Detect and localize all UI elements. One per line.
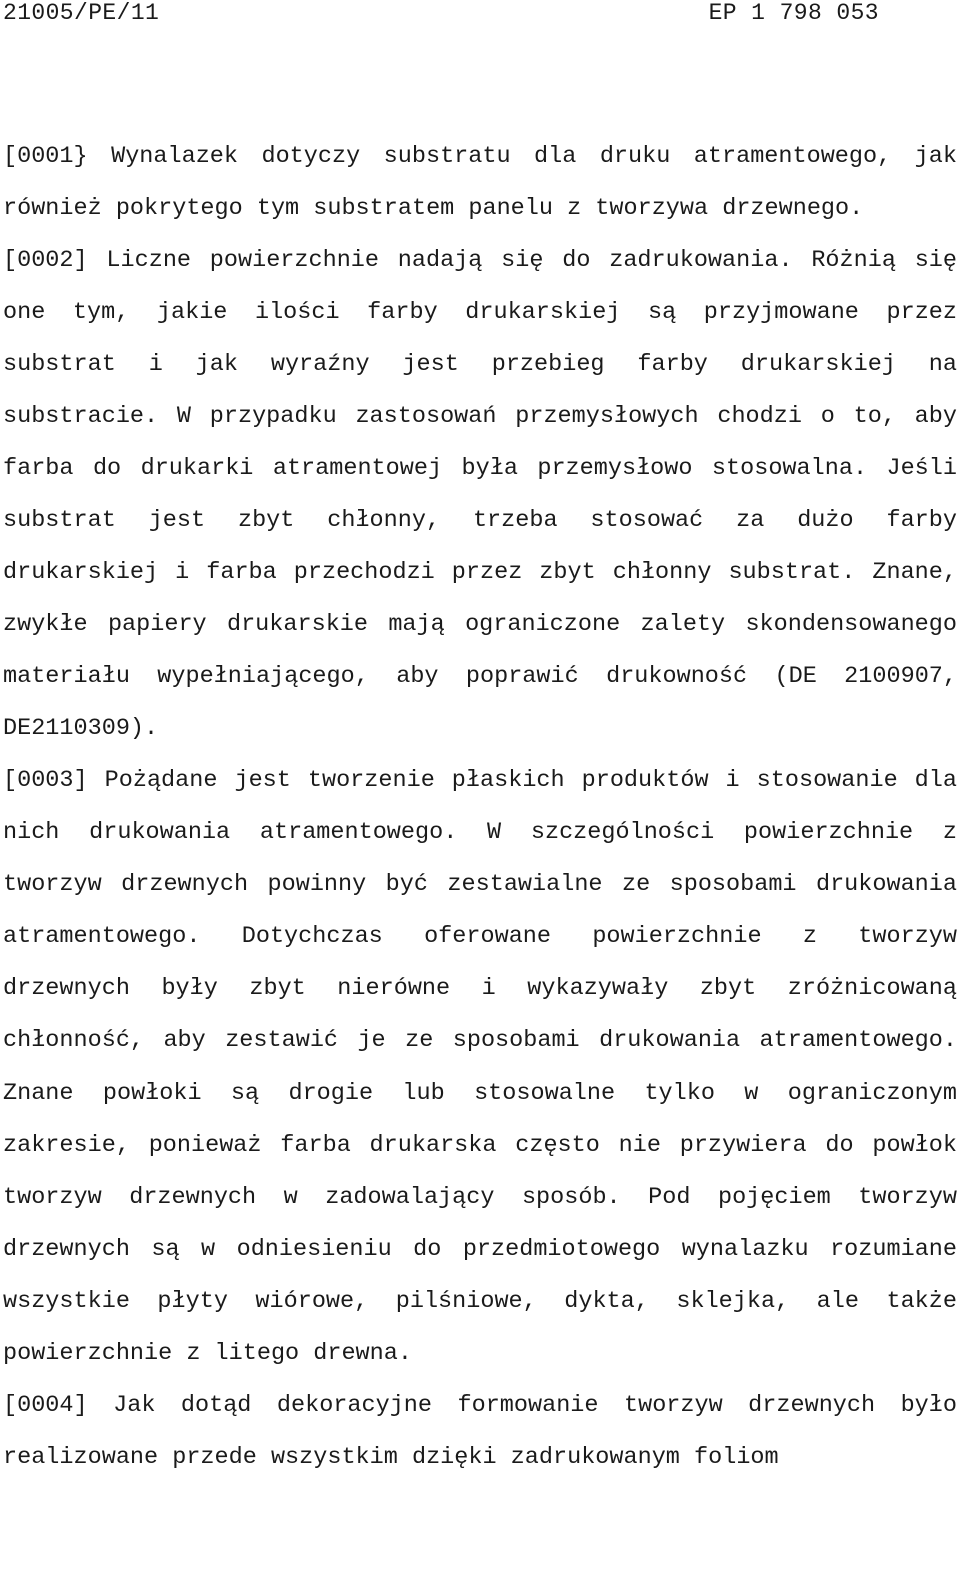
paragraph-tag: [0002] (3, 247, 88, 274)
paragraph-text: Jak dotąd dekoracyjne formowanie tworzyw drzewnych było realizowane przede wszystkim dzięki zadrukowanym foliom (3, 1392, 957, 1472)
page-header (3, 0, 879, 28)
paragraph-0002 (3, 235, 957, 755)
patent-number: EP 1 798 053 (708, 0, 879, 26)
paragraph-text: Wynalazek dotyczy substratu dla druku atramentowego, jak również pokrytego tym substratem panelu z tworzywa drzewnego. (3, 143, 957, 222)
paragraph-tag: [0003] (3, 767, 88, 794)
document-body (3, 131, 957, 1484)
paragraph-0004 (3, 1380, 957, 1484)
paragraph-0001 (3, 131, 957, 235)
paragraph-0003 (3, 755, 957, 1380)
document-reference: 21005/PE/11 (3, 0, 160, 26)
paragraph-tag: [0001} (3, 143, 88, 170)
paragraph-text: Liczne powierzchnie nadają się do zadrukowania. Różnią się one tym, jakie ilości farby drukarskiej są przyjmowane przez substrat i jak wyraźny jest przebieg farby drukarskiej na substracie. W przypadku zastosowań przemysłowych chodzi o to, aby farba do drukarki atramentowej była przemysłowo stosowalna. Jeśli substrat jest zbyt chłonny, trzeba stosować za dużo farby drukarskiej i farba przechodzi przez zbyt chłonny substrat. Znane, zwykłe papiery drukarskie mają ograniczone zalety skondensowanego materiału wypełniającego, aby poprawić drukowność (DE 2100907, DE2110309). (3, 247, 958, 742)
paragraph-text: Pożądane jest tworzenie płaskich produktów i stosowanie dla nich drukowania atramentowego. W szczególności powierzchnie z tworzyw drzewnych powinny być zestawialne ze sposobami drukowania atramentowego. Dotychczas oferowane powierzchnie z tworzyw drzewnych były zbyt nierówne i wykazywały zbyt zróżnicowaną chłonność, aby zestawić je ze sposobami drukowania atramentowego. Znane powłoki są drogie lub stosowalne tylko w ograniczonym zakresie, ponieważ farba drukarska często nie przywiera do powłok tworzyw drzewnych w zadowalający sposób. Pod pojęciem tworzyw drzewnych są w odniesieniu do przedmiotowego wynalazku rozumiane wszystkie płyty wiórowe, pilśniowe, dykta, sklejka, ale także powierzchnie z litego drewna. (3, 767, 957, 1368)
paragraph-tag: [0004] (3, 1392, 88, 1420)
